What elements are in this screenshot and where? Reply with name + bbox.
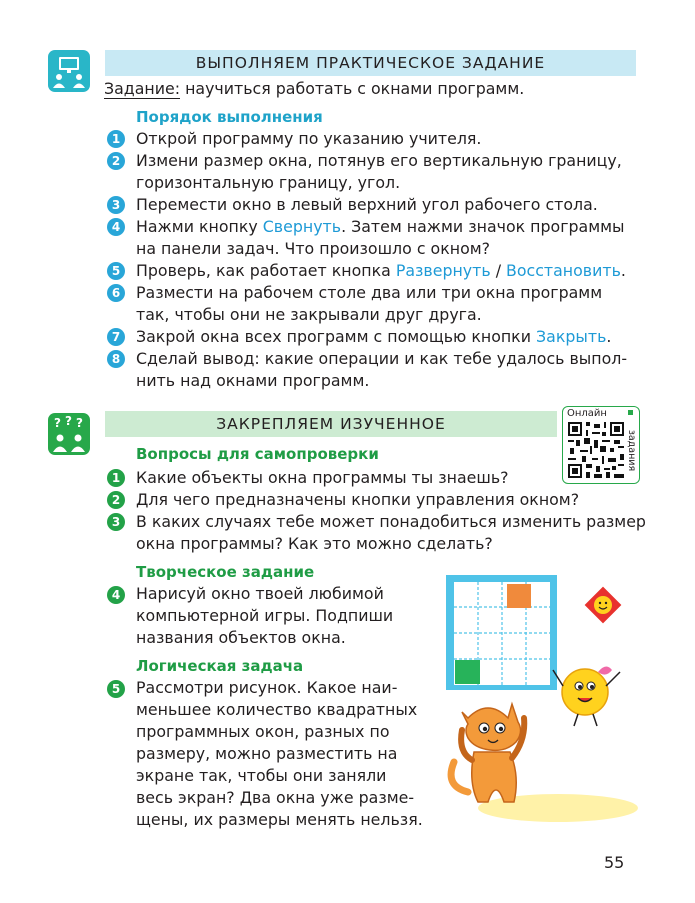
step-number: 5 (107, 262, 125, 280)
step-text: так, чтобы они не закрывали друг друга. (136, 305, 482, 324)
question-number: 1 (107, 469, 125, 487)
step-text: Сделай вывод: какие операции и как тебе удалось выпол- (136, 349, 628, 368)
step-text: Перемести окно в левый верхний угол рабочего стола. (136, 195, 598, 214)
logic-text: меньшее количество квадратных (136, 700, 418, 719)
step-number: 8 (107, 350, 125, 368)
step-number: 6 (107, 284, 125, 302)
step-text: Закрой окна всех программ с помощью кнопки Закрыть. (136, 327, 612, 346)
creative-title: Творческое задание (136, 563, 315, 581)
logic-text: весь экран? Два окна уже разме- (136, 788, 415, 807)
step-text: Проверь, как работает кнопка Развернуть / Восстановить. (136, 261, 626, 280)
online-tasks-box[interactable] (562, 406, 640, 484)
logic-text: размеру, можно разместить на (136, 744, 398, 763)
illustration-grid-cat-sun (438, 568, 638, 830)
creative-text: названия объектов окна. (136, 628, 346, 647)
task-label: Задание: (104, 79, 181, 98)
logic-title: Логическая задача (136, 657, 304, 675)
svg-text:?: ? (76, 416, 83, 430)
online-title: Онлайн (567, 408, 607, 419)
step-number: 4 (107, 218, 125, 236)
step-text: Нажми кнопку Свернуть. Затем нажми значок программы (136, 217, 625, 236)
task-text: научиться работать с окнами программ. (180, 79, 525, 98)
creative-number: 4 (107, 586, 125, 604)
question-number: 3 (107, 513, 125, 531)
task-line (104, 78, 524, 100)
smiley-diamond-icon (585, 587, 622, 624)
step-number: 3 (107, 196, 125, 214)
step-number: 2 (107, 152, 125, 170)
computer-class-icon (48, 50, 90, 92)
step-text: Размести на рабочем столе два или три окна программ (136, 283, 603, 302)
section-header-review: ЗАКРЕПЛЯЕМ ИЗУЧЕННОЕ (105, 411, 557, 437)
question-number: 2 (107, 491, 125, 509)
online-side-label: задания (626, 429, 638, 472)
question-text: Какие объекты окна программы ты знаешь? (136, 468, 509, 487)
step-text: нить над окнами программ. (136, 371, 370, 390)
creative-text: компьютерной игры. Подпиши (136, 606, 394, 625)
question-text: Для чего предназначены кнопки управления окном? (136, 490, 580, 509)
step-text: Измени размер окна, потянув его вертикальную границу, (136, 151, 622, 170)
step-number: 1 (107, 130, 125, 148)
logic-text: щены, их размеры менять нельзя. (136, 810, 423, 829)
step-text: горизонтальную границу, угол. (136, 173, 401, 192)
question-text: окна программы? Как это можно сделать? (136, 534, 493, 553)
logic-text: программных окон, разных по (136, 722, 390, 741)
page-number: 55 (604, 853, 625, 872)
logic-number: 5 (107, 680, 125, 698)
restore-term: Восстановить (506, 261, 621, 280)
section-header-practice: ВЫПОЛНЯЕМ ПРАКТИЧЕСКОЕ ЗАДАНИЕ (105, 50, 636, 76)
sun-character (553, 666, 620, 726)
minimize-term: Свернуть (262, 217, 342, 236)
questions-title: Вопросы для самопроверки (136, 445, 379, 463)
svg-text:?: ? (54, 416, 61, 430)
logic-text: экране так, чтобы они заняли (136, 766, 387, 785)
close-term: Закрыть (536, 327, 607, 346)
logic-text: Рассмотри рисунок. Какое наи- (136, 678, 398, 697)
cat-character (451, 704, 524, 802)
green-window (455, 660, 480, 684)
online-dot (628, 410, 633, 415)
step-text: Открой программу по указанию учителя. (136, 129, 482, 148)
orange-window (507, 584, 531, 608)
qr-code-icon[interactable] (568, 422, 624, 478)
step-text: на панели задач. Что произошло с окном? (136, 239, 491, 258)
discussion-icon (48, 413, 90, 455)
step-number: 7 (107, 328, 125, 346)
procedure-title: Порядок выполнения (136, 108, 323, 126)
question-text: В каких случаях тебе может понадобиться изменить размер (136, 512, 646, 531)
maximize-term: Развернуть (395, 261, 491, 280)
creative-text: Нарисуй окно твоей любимой (136, 584, 384, 603)
svg-text:?: ? (65, 414, 72, 428)
